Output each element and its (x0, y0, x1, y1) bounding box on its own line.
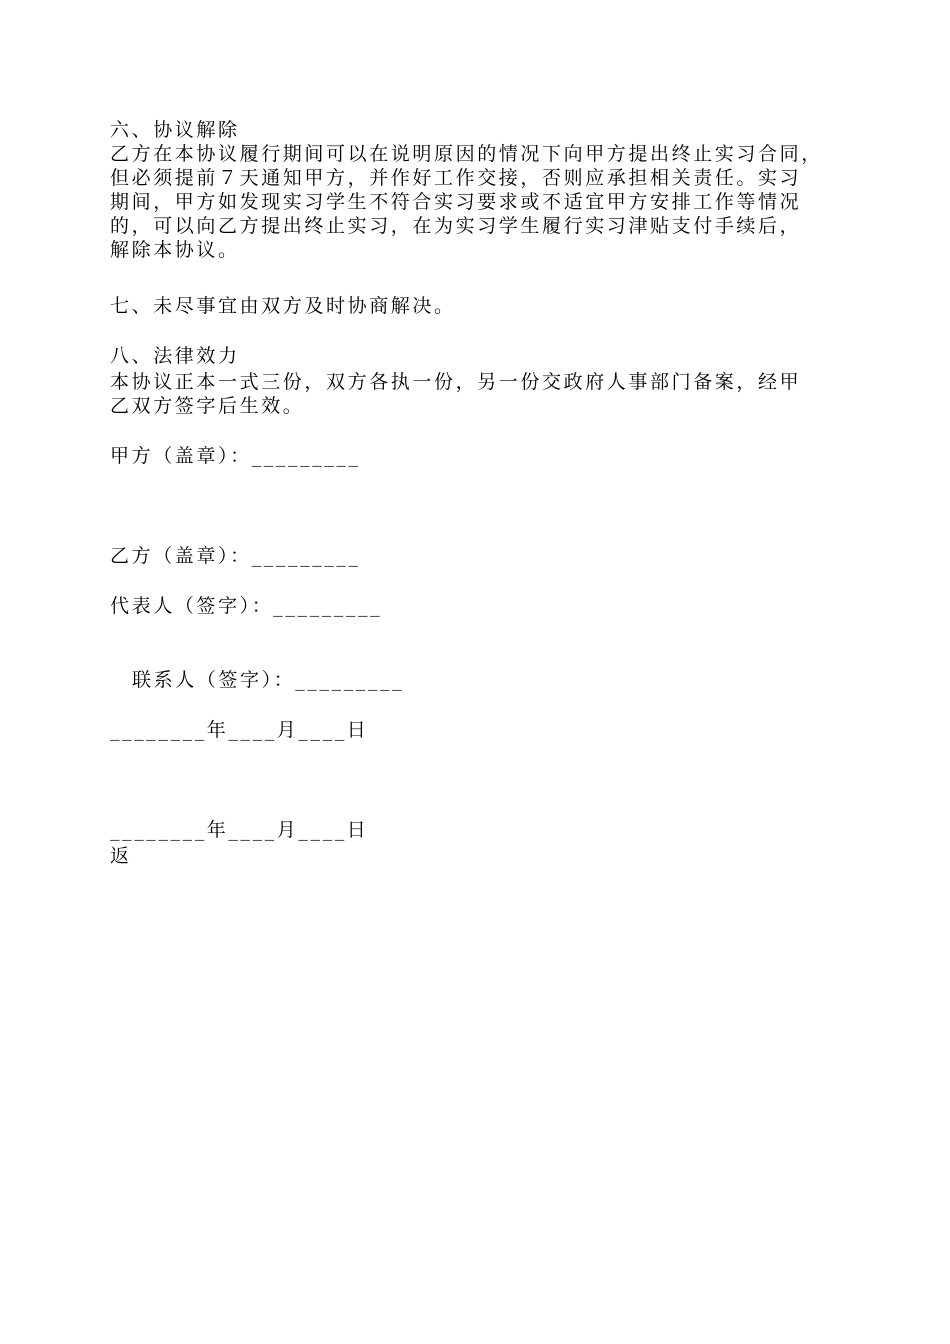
section-6-body (110, 142, 845, 262)
section-7-heading: 七、未尽事宜由双方及时协商解决。 (110, 295, 456, 317)
section-8-line: 乙双方签字后生效。 (110, 395, 305, 417)
footer-text: 返 (110, 845, 132, 867)
section-6-line: 乙方在本协议履行期间可以在说明原因的情况下向甲方提出终止实习合同， (110, 143, 823, 165)
section-6-line: 但必须提前７天通知甲方，并作好工作交接，否则应承担相关责任。实习 (110, 167, 802, 189)
party-b-signature: 乙方（盖章）：_________ (110, 545, 361, 567)
contact-signature: 联系人（签字）：_________ (132, 669, 405, 691)
section-8-line: 本协议正本一式三份，双方各执一份，另一份交政府人事部门备案，经甲 (110, 371, 802, 393)
section-8-heading: 八、法律效力 (110, 345, 240, 367)
section-6-heading: 六、协议解除 (110, 119, 240, 141)
section-6-line: 期间，甲方如发现实习学生不符合实习要求或不适宜甲方安排工作等情况 (110, 191, 802, 213)
section-8-body (110, 370, 845, 418)
date-line-1: ________年____月____日 (110, 719, 369, 741)
party-a-signature: 甲方（盖章）：_________ (110, 445, 361, 467)
representative-signature: 代表人（签字）：_________ (110, 595, 383, 617)
section-6-line: 解除本协议。 (110, 239, 240, 261)
section-6-line: 的，可以向乙方提出终止实习，在为实习学生履行实习津贴支付手续后， (110, 215, 802, 237)
date-line-2: ________年____月____日 (110, 819, 369, 841)
